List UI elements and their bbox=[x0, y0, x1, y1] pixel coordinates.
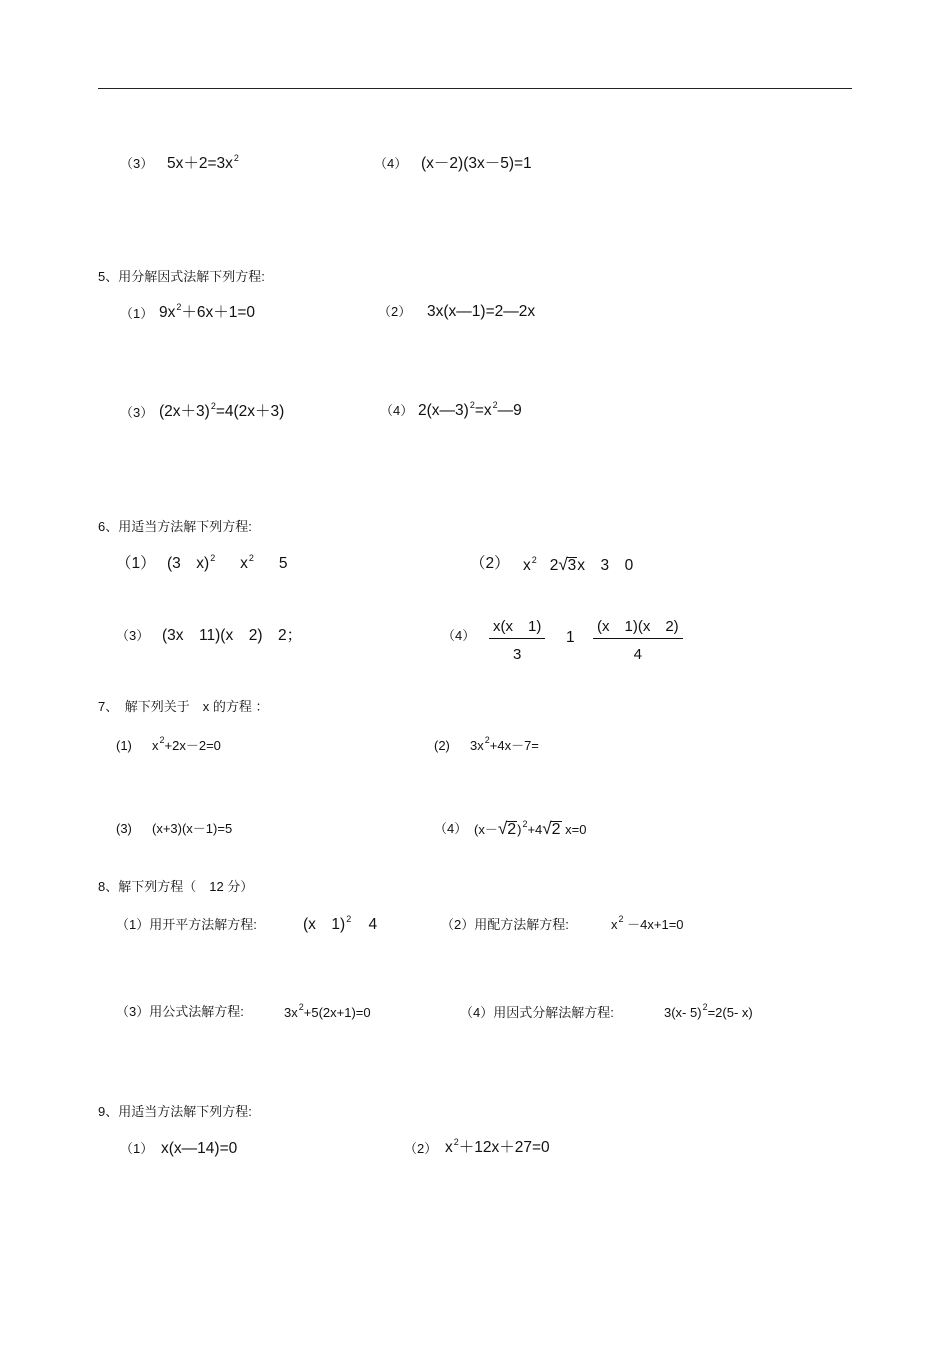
question-heading: 8、解下列方程（ 12 分） bbox=[98, 879, 254, 894]
problem-label: （1）用开平方法解方程: bbox=[116, 917, 257, 932]
equation: $(2x+3)^2=4(2x+3)$ bbox=[159, 401, 285, 420]
equation: (x+3)(x－1)=5 bbox=[152, 821, 233, 836]
problem-label: （4）用因式分解法解方程: bbox=[460, 1005, 614, 1020]
problem-label: （2） bbox=[470, 555, 510, 572]
sqrt-symbol: √2 bbox=[497, 819, 517, 838]
problem-label: （1） bbox=[120, 1141, 154, 1156]
equation: x(x—14)=0 bbox=[161, 1140, 238, 1157]
equation: $(x-√2)^2+4√2$ x=0 bbox=[474, 819, 587, 838]
equation: (x 1)$^2$ 4 bbox=[303, 914, 378, 933]
question-heading: 9、用适当方法解下列方程: bbox=[98, 1104, 252, 1119]
problem-label: （4） bbox=[380, 403, 414, 418]
equation: (x－2)(3x－5)=1 bbox=[421, 155, 532, 172]
equation: $3x^2+4x-7=$ bbox=[470, 735, 539, 753]
equation: $x^2$ 2√3x 3 0 bbox=[523, 555, 634, 574]
problem-label: （4） bbox=[374, 156, 408, 171]
sqrt-symbol: √3 bbox=[558, 555, 577, 574]
problem-label: （2） bbox=[378, 304, 412, 319]
question-heading: 7、 解下列关于 x 的方程 ： bbox=[98, 699, 269, 714]
problem-label: （1） bbox=[120, 306, 154, 321]
problem-label: （3） bbox=[120, 405, 154, 420]
problem-label: （3）用公式法解方程: bbox=[116, 1004, 244, 1019]
problem-label: （1） bbox=[116, 555, 156, 572]
fraction: $\frac{x(x 1)}{3}$ bbox=[489, 619, 545, 662]
problem-label: (2) bbox=[434, 738, 450, 753]
problem-label: (3) bbox=[116, 821, 132, 836]
equation: 3(x- 5)$^2$=2(5- x) bbox=[664, 1002, 753, 1020]
equation: $3x^2+5(2x+1)=0$ bbox=[284, 1002, 371, 1020]
problem-label: (1) bbox=[116, 738, 132, 753]
equation: (3x 11)(x 2) 2； bbox=[162, 627, 303, 644]
equation-term: 1 bbox=[566, 629, 575, 646]
question-heading: 6、用适当方法解下列方程: bbox=[98, 519, 252, 534]
problem-label: （4） bbox=[442, 628, 476, 643]
problem-label: （3） bbox=[116, 628, 150, 643]
equation: $x^2+2x-2=0$ bbox=[152, 735, 221, 753]
problem-label: （3） bbox=[120, 156, 154, 171]
equation: $x^2+12x+27=0$ bbox=[445, 1137, 550, 1156]
problem-label: （4） bbox=[434, 821, 468, 836]
equation: 3x(x—1)=2—2x bbox=[427, 303, 536, 320]
question-heading: 5、用分解因式法解下列方程: bbox=[98, 269, 265, 284]
equation: $5x+2=3x^2$ bbox=[167, 153, 239, 172]
sqrt-symbol: √2 bbox=[542, 819, 561, 838]
equation: $9x^2+6x+1=0$ bbox=[159, 302, 256, 321]
equation: $x^2 -4x+1=0$ bbox=[611, 914, 684, 932]
equation: $2(x—3)^2=x^2—9$ bbox=[418, 400, 522, 419]
fraction: $\frac{(x 1)(x 2)}{4}$ bbox=[593, 619, 683, 662]
equation: (3 x)$^2$ $x^2$ 5 bbox=[167, 553, 288, 572]
problem-label: （2）用配方法解方程: bbox=[441, 917, 569, 932]
header-rule bbox=[98, 88, 852, 89]
problem-label: （2） bbox=[404, 1141, 438, 1156]
